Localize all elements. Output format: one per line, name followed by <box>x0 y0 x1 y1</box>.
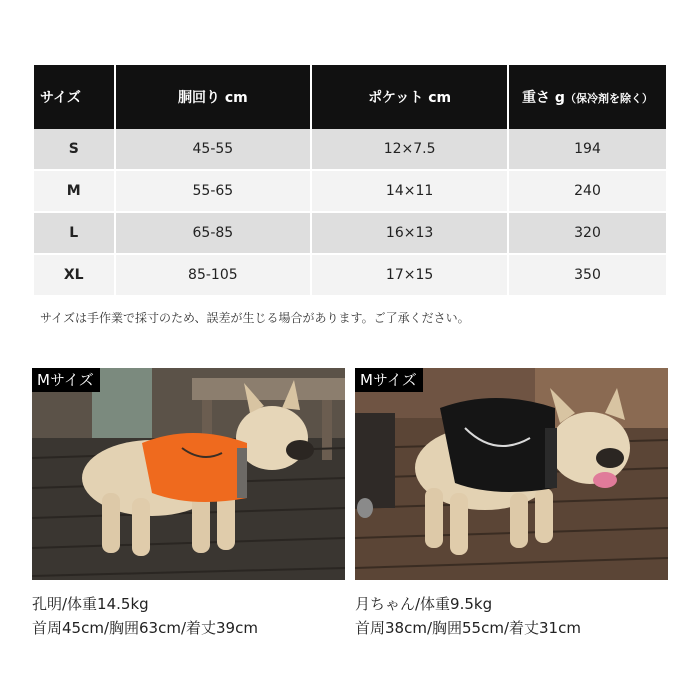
header-size: サイズ <box>34 65 114 129</box>
size-note: サイズは手作業で採寸のため、誤差が生じる場合があります。ご了承ください。 <box>40 311 470 325</box>
cell-weight: 240 <box>509 171 666 213</box>
cell-weight: 194 <box>509 129 666 171</box>
caption-dog-1 <box>32 592 258 640</box>
cell-weight: 350 <box>509 255 666 297</box>
table-row <box>34 171 666 213</box>
header-weight-sub: （保冷剤を除く） <box>564 92 653 105</box>
cell-size: XL <box>34 255 114 297</box>
cell-weight: 320 <box>509 213 666 255</box>
caption-dog-2-measurements: 首周38cm/胸囲55cm/着丈31cm <box>355 619 581 637</box>
cell-pocket: 12×7.5 <box>312 129 507 171</box>
caption-dog-1-weight: 孔明/体重14.5kg <box>32 595 149 613</box>
table-row <box>34 129 666 171</box>
size-table <box>32 65 668 297</box>
cell-girth: 45-55 <box>116 129 311 171</box>
table-row <box>34 255 666 297</box>
dog-photo-orange <box>32 368 345 580</box>
cell-size: M <box>34 171 114 213</box>
table-row <box>34 213 666 255</box>
caption-dog-2-weight: 月ちゃん/体重9.5kg <box>355 595 493 613</box>
header-pocket: ポケット cm <box>312 65 507 129</box>
cell-pocket: 17×15 <box>312 255 507 297</box>
header-girth: 胴回り cm <box>116 65 311 129</box>
cell-girth: 85-105 <box>116 255 311 297</box>
dog-illustration-black <box>355 368 668 580</box>
dog-photo-black <box>355 368 668 580</box>
caption-dog-2 <box>355 592 581 640</box>
photo-size-tag: Mサイズ <box>355 368 423 392</box>
photo-size-tag: Mサイズ <box>32 368 100 392</box>
header-weight-main: 重さ g <box>522 90 565 106</box>
cell-pocket: 14×11 <box>312 171 507 213</box>
cell-pocket: 16×13 <box>312 213 507 255</box>
caption-dog-1-measurements: 首周45cm/胸囲63cm/着丈39cm <box>32 619 258 637</box>
table-header-row <box>34 65 666 129</box>
cell-size: L <box>34 213 114 255</box>
cell-girth: 65-85 <box>116 213 311 255</box>
cell-girth: 55-65 <box>116 171 311 213</box>
dog-illustration-orange <box>32 368 345 580</box>
cell-size: S <box>34 129 114 171</box>
header-weight <box>509 65 666 129</box>
